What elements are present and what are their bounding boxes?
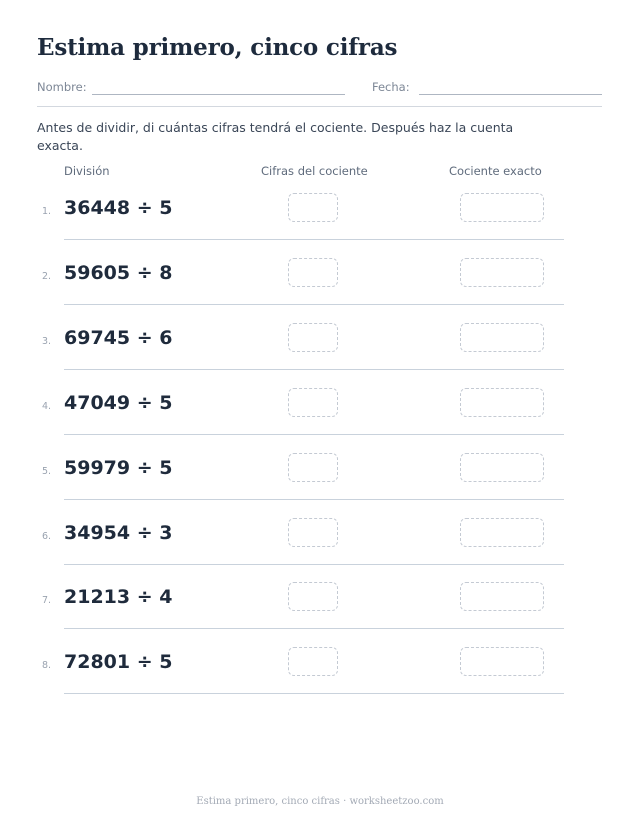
problem-number: 5. [42, 465, 52, 477]
problem-row [0, 501, 640, 566]
division-problem: 72801 ÷ 5 [64, 651, 173, 674]
digits-answer-box[interactable] [288, 582, 338, 611]
division-problem: 59979 ÷ 5 [64, 456, 173, 479]
row-divider [64, 628, 564, 629]
problem-number: 8. [42, 660, 52, 672]
column-header-quotient: Cociente exacto [449, 164, 542, 178]
row-divider [64, 499, 564, 500]
problem-number: 7. [42, 595, 52, 607]
name-label: Nombre: [37, 80, 87, 94]
problem-row [0, 436, 640, 501]
name-field[interactable] [92, 94, 345, 95]
column-header-digits: Cifras del cociente [261, 164, 368, 178]
instructions: Antes de dividir, di cuántas cifras tendrá el cociente. Después haz la cuenta exacta. [37, 120, 514, 153]
quotient-answer-box[interactable] [460, 518, 544, 547]
quotient-answer-box[interactable] [460, 193, 544, 222]
problem-number: 1. [42, 206, 52, 217]
digits-answer-box[interactable] [288, 388, 338, 417]
quotient-answer-box[interactable] [460, 582, 544, 611]
digits-answer-box[interactable] [288, 647, 338, 676]
date-label: Fecha: [372, 80, 410, 94]
problem-row [0, 371, 640, 436]
division-problem: 21213 ÷ 4 [64, 586, 173, 609]
problem-row [0, 565, 640, 630]
digits-answer-box[interactable] [288, 323, 338, 352]
digits-answer-box[interactable] [288, 518, 338, 547]
problem-number: 4. [42, 400, 52, 412]
quotient-answer-box[interactable] [460, 453, 544, 482]
header-divider [37, 106, 602, 107]
row-divider [64, 239, 564, 240]
quotient-answer-box[interactable] [460, 388, 544, 417]
division-problem: 47049 ÷ 5 [64, 391, 173, 414]
row-divider [64, 304, 564, 305]
quotient-answer-box[interactable] [460, 323, 544, 352]
problem-number: 6. [42, 530, 52, 542]
problem-number: 2. [42, 270, 52, 282]
quotient-answer-box[interactable] [460, 647, 544, 676]
division-problem: 59605 ÷ 8 [64, 261, 173, 284]
digits-answer-box[interactable] [288, 193, 338, 222]
problem-number: 3. [42, 335, 52, 347]
row-divider [64, 434, 564, 435]
row-divider [64, 693, 564, 694]
column-header-division: División [64, 164, 110, 178]
division-problem: 36448 ÷ 5 [64, 197, 173, 219]
date-field[interactable] [419, 94, 602, 95]
problem-row [0, 306, 640, 371]
digits-answer-box[interactable] [288, 258, 338, 287]
quotient-answer-box[interactable] [460, 258, 544, 287]
problem-row [0, 241, 640, 306]
division-problem: 69745 ÷ 6 [64, 326, 173, 349]
problem-row [0, 176, 640, 241]
footer: Estima primero, cinco cifras · worksheetzoo.com [196, 796, 444, 807]
problem-row [0, 630, 640, 695]
row-divider [64, 564, 564, 565]
page-title: Estima primero, cinco cifras [37, 34, 398, 61]
row-divider [64, 369, 564, 370]
division-problem: 34954 ÷ 3 [64, 521, 173, 544]
digits-answer-box[interactable] [288, 453, 338, 482]
